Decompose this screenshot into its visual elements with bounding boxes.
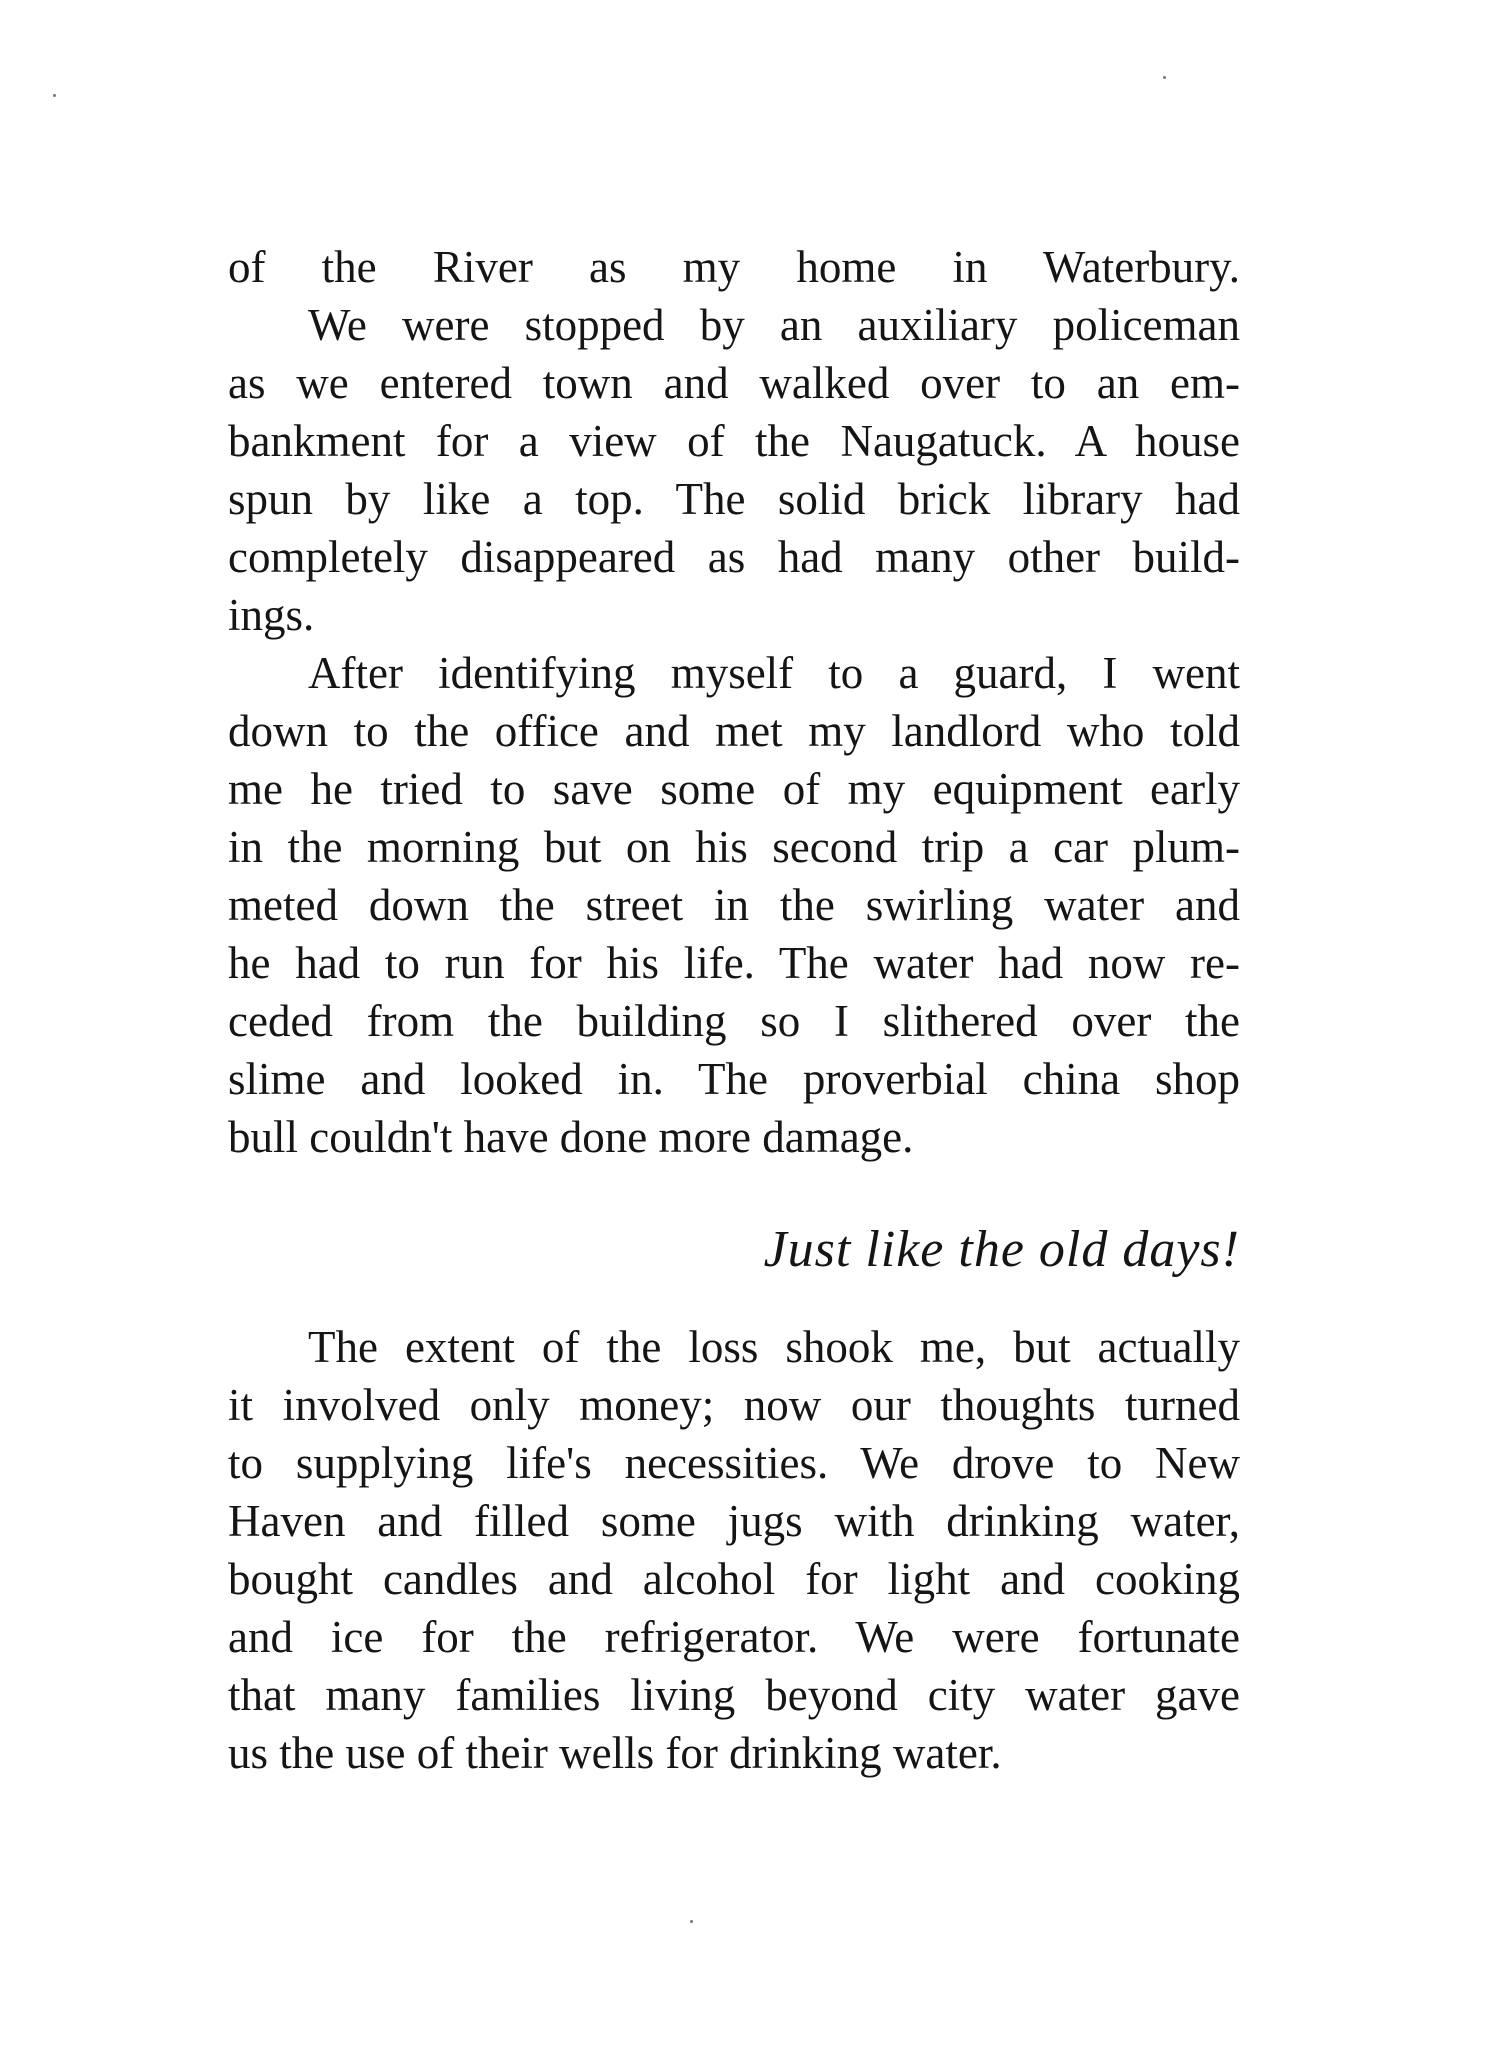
- text-line: me he tried to save some of my equipment early: [228, 764, 1240, 814]
- text-line: he had to run for his life. The water had now re-: [228, 938, 1240, 988]
- text-line: bought candles and alcohol for light and cooking: [228, 1554, 1240, 1604]
- text-line: it involved only money; now our thoughts turned: [228, 1380, 1240, 1430]
- text-line: down to the office and met my landlord who told: [228, 706, 1240, 756]
- body-text-block-1: [228, 238, 1240, 1166]
- text-line: that many families living beyond city water gave: [228, 1670, 1240, 1720]
- text-line: Haven and filled some jugs with drinking water,: [228, 1496, 1240, 1546]
- text-line: us the use of their wells for drinking water.: [228, 1728, 1002, 1778]
- text-line: bankment for a view of the Naugatuck. A house: [228, 416, 1240, 466]
- text-line: of the River as my home in Waterbury.: [228, 242, 1240, 292]
- text-line: to supplying life's necessities. We drove to New: [228, 1438, 1240, 1488]
- page-speck: [1163, 76, 1166, 79]
- text-line: ceded from the building so I slithered over the: [228, 996, 1240, 1046]
- page-speck: [53, 94, 56, 97]
- page-speck: [690, 1920, 693, 1923]
- text-line: ings.: [228, 590, 315, 640]
- text-line: spun by like a top. The solid brick library had: [228, 474, 1240, 524]
- text-line: completely disappeared as had many other build-: [228, 532, 1240, 582]
- text-line: and ice for the refrigerator. We were fortunate: [228, 1612, 1240, 1662]
- text-line: bull couldn't have done more damage.: [228, 1112, 914, 1162]
- text-line: meted down the street in the swirling water and: [228, 880, 1240, 930]
- body-text-block-2: [228, 1318, 1240, 1782]
- text-line: We were stopped by an auxiliary policeman: [308, 300, 1240, 350]
- text-line: After identifying myself to a guard, I went: [308, 648, 1240, 698]
- text-line: The extent of the loss shook me, but actually: [308, 1322, 1240, 1372]
- text-line: as we entered town and walked over to an em-: [228, 358, 1240, 408]
- text-line: in the morning but on his second trip a car plum-: [228, 822, 1240, 872]
- section-subheading: Just like the old days!: [763, 1221, 1240, 1278]
- text-line: slime and looked in. The proverbial china shop: [228, 1054, 1240, 1104]
